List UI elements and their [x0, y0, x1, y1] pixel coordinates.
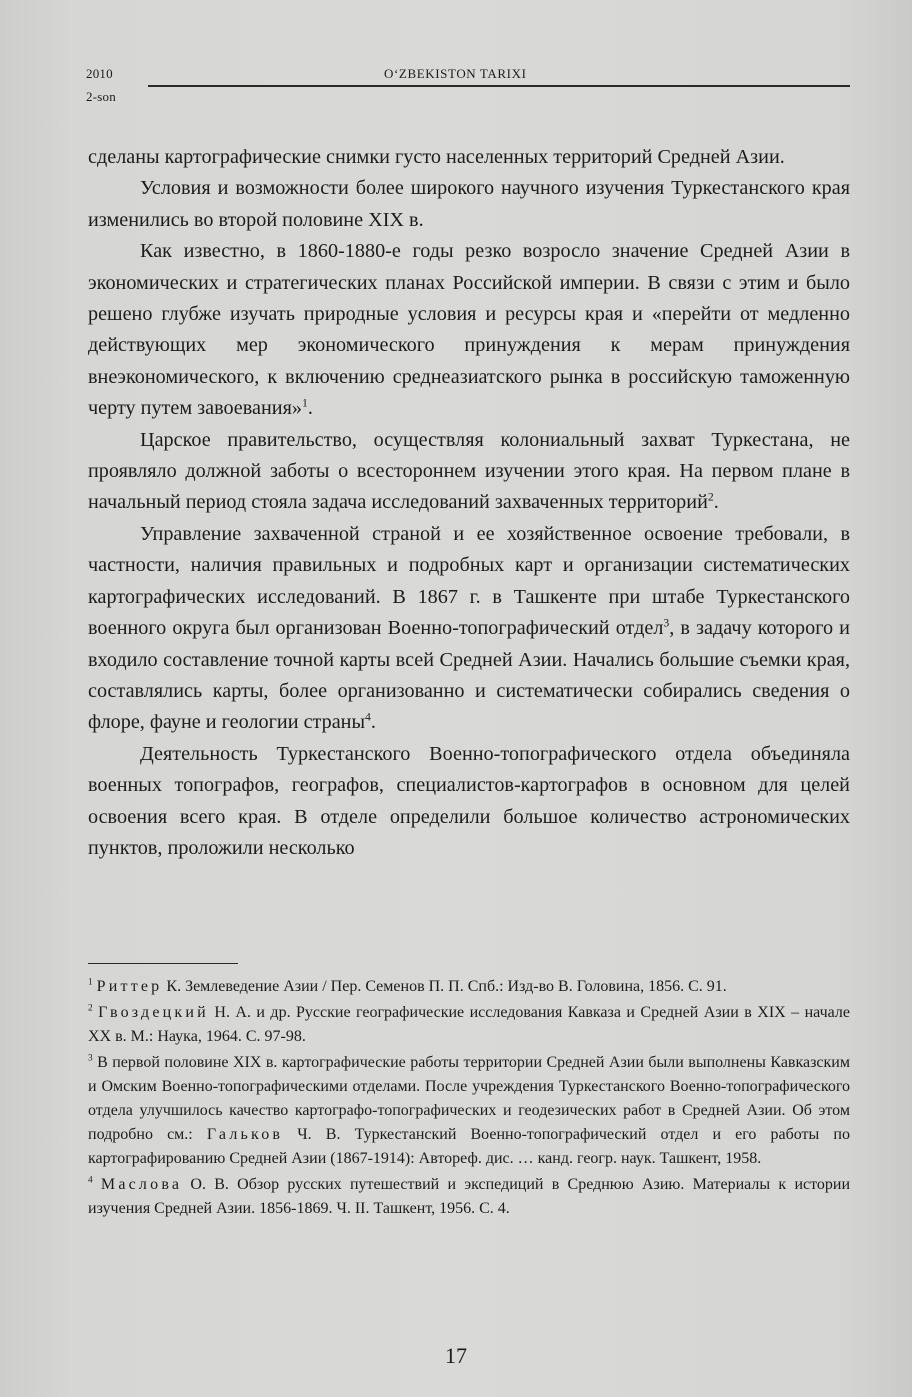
footnote-ref-3[interactable]: 3	[663, 616, 670, 630]
footnote-author: Риттер	[96, 978, 163, 995]
page-number: 17	[445, 1343, 467, 1368]
footnote-author: Гвоздецкий	[98, 1004, 209, 1021]
footnote-ref-1[interactable]: 1	[301, 396, 308, 410]
header-year: 2010	[86, 66, 113, 81]
footnote-2: $^2$ Гвоздецкий Н. А. и др. Русские географические исследования Кавказа и Средней Азии в XIX – начале XX в. М.: Наука, 1964. С. 97-98.	[88, 1003, 851, 1045]
article-body	[88, 142, 850, 864]
footnote-3: $^3$ В первой половине XIX в. картографические работы территории Средней Азии были выполнены Кавказским и Омским Военно-топографическими отделами. После учреждения Туркестанского Военно-топографического отдела улучшилось качество картографо-топографических и геодезических работ в Средней Азии. Об этом подробно см.: Гальков Ч. В. Туркестанский Военно-топографический отдел и его работы по картографированию Средней Азии (1867-1914): Автореф. дис. … канд. геогр. наук. Ташкент, 1958.	[88, 1053, 850, 1167]
paragraph-2: Условия и возможности более широкого научного изучения Туркестанского края изменились во второй половине XIX в.	[88, 177, 850, 231]
footnotes	[88, 975, 850, 1223]
footnote-ref-2[interactable]: 2	[707, 490, 714, 504]
paragraph-4: Царское правительство, осуществляя колониальный захват Туркестана, не проявляло должной заботы о всестороннем изучении этого края. На первом плане в начальный период стояла задача исследований захваченных территорий$^2$.	[88, 428, 850, 514]
footnote-author: Маслова	[100, 1176, 183, 1193]
footnote-ref-4[interactable]: 4	[365, 710, 371, 724]
header-journal-title: O‘ZBEKISTON TARIXI	[384, 66, 527, 81]
paragraph-5: Управление захваченной страной и ее хозяйственное освоение требовали, в частности, наличия правильных и подробных карт и организации систематических картографических исследований. В 1867 г. в Ташкенте при штабе Туркестанского военного округа был организован Военно-топографический отдел$^3$, в задачу которого и входило составление точной карты всей Средней Азии. Начались большие съемки края, составлялись карты, более организованно и систематически собирались сведения о флоре, фауне и геологии страны$^4$.	[88, 522, 850, 734]
footnote-4: $^4$ Маслова О. В. Обзор русских путешествий и экспедиций в Среднюю Азию. Материалы к истории изучения Средней Азии. 1856-1869. Ч. II. Ташкент, 1956. С. 4.	[88, 1175, 851, 1217]
footnote-1: $^1$ Риттер К. Землеведение Азии / Пер. Семенов П. П. Спб.: Изд-во В. Головина, 1856. С. 91.	[88, 977, 727, 995]
footnote-separator	[88, 963, 238, 964]
header-rule	[148, 85, 850, 87]
running-header	[86, 66, 850, 110]
footnote-author: Гальков	[206, 1126, 284, 1143]
paragraph-1: сделаны картографические снимки густо населенных территорий Средней Азии.	[88, 146, 785, 168]
paragraph-3: Как известно, в 1860-1880-е годы резко возросло значение Средней Азии в экономических и стратегических планах Российской империи. В связи с этим и было решено глубже изучать природные условия и ресурсы края и «перейти от медленно действующих мер экономического принуждения к мерам принуждения внеэкономического, к включению среднеазиатского рынка в российскую таможенную черту путем завоевания»$^1$.	[88, 240, 850, 420]
header-issue: 2-son	[86, 89, 116, 104]
paragraph-6: Деятельность Туркестанского Военно-топографического отдела объединяла военных топографов, географов, специалистов-картографов в основном для целей освоения всего края. В отделе определили большое количество астрономических пунктов, проложили несколько	[88, 742, 850, 859]
